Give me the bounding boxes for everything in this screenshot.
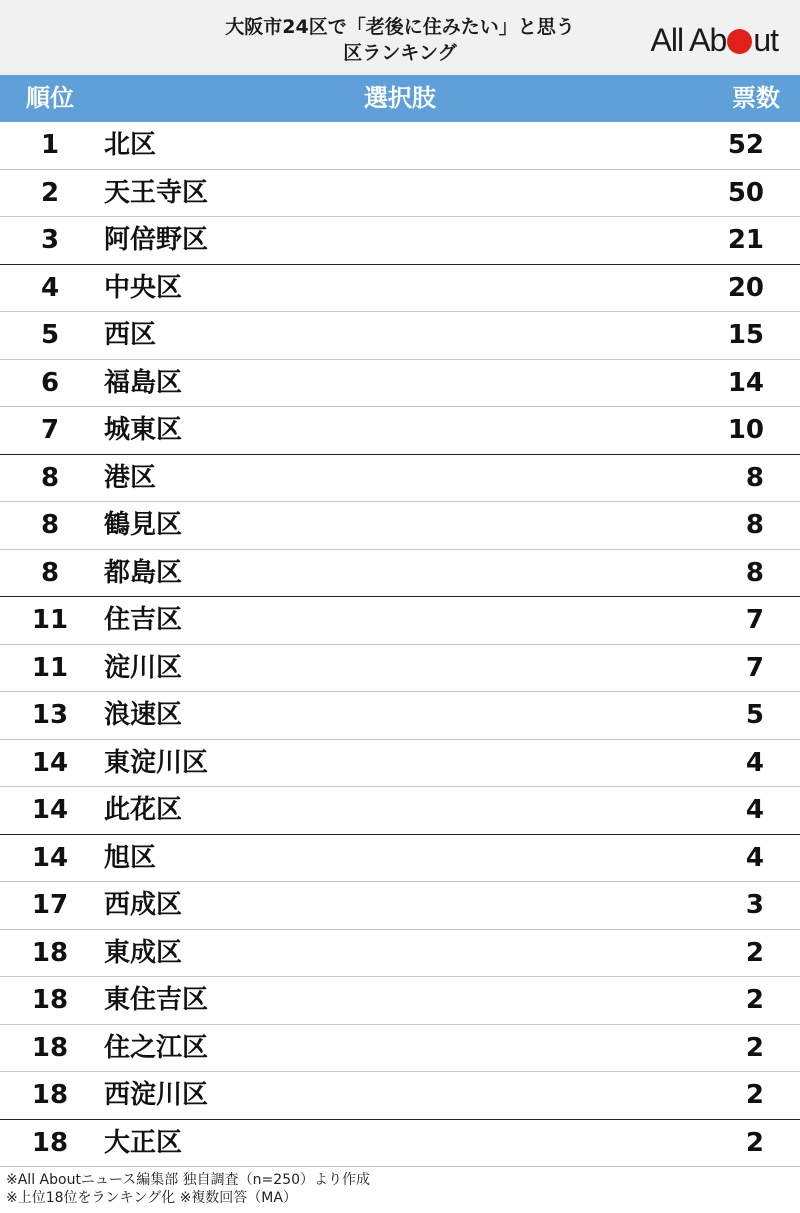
rank-cell: 18 xyxy=(31,937,69,968)
logo-text-2: ut xyxy=(753,21,778,58)
table-row xyxy=(0,787,800,835)
table-row xyxy=(0,265,800,313)
votes-cell: 20 xyxy=(727,272,764,303)
votes-cell: 2 xyxy=(745,985,764,1015)
title-line-2: 区ランキング xyxy=(343,42,457,64)
rank-cell: 11 xyxy=(31,652,69,683)
table-row xyxy=(0,455,800,503)
table-row xyxy=(0,502,800,550)
name-cell: 西成区 xyxy=(104,890,183,920)
rank-cell: 1 xyxy=(40,130,60,160)
name-cell: 天王寺区 xyxy=(104,177,209,208)
votes-cell: 8 xyxy=(745,510,764,540)
table-row xyxy=(0,645,800,693)
rank-cell: 7 xyxy=(40,415,60,445)
votes-cell: 4 xyxy=(745,747,764,778)
name-cell: 鶴見区 xyxy=(104,510,183,540)
votes-cell: 8 xyxy=(745,462,764,493)
rank-cell: 13 xyxy=(31,700,69,730)
table-row xyxy=(0,977,800,1025)
footnote-line-1: ※All Aboutニュース編集部 独自調査（n=250）より作成 xyxy=(6,1172,371,1188)
name-cell: 東成区 xyxy=(104,937,183,968)
rank-cell: 18 xyxy=(31,1127,69,1158)
name-cell: 住之江区 xyxy=(104,1032,209,1063)
table-row xyxy=(0,692,800,740)
name-cell: 浪速区 xyxy=(104,700,183,730)
header-votes: 票数 xyxy=(732,84,780,112)
rank-cell: 11 xyxy=(31,605,69,635)
votes-cell: 7 xyxy=(745,652,764,683)
rank-cell: 18 xyxy=(31,985,69,1015)
header xyxy=(0,0,800,75)
table-row xyxy=(0,1072,800,1120)
rank-cell: 8 xyxy=(40,510,60,540)
footnote-line-2: ※上位18位をランキング化 ※複数回答（MA） xyxy=(6,1190,297,1206)
name-cell: 阿倍野区 xyxy=(104,225,209,255)
rank-cell: 8 xyxy=(40,557,60,588)
votes-cell: 50 xyxy=(727,177,764,208)
rank-cell: 6 xyxy=(40,367,60,398)
table-row xyxy=(0,1025,800,1073)
votes-cell: 3 xyxy=(745,890,764,920)
rank-cell: 14 xyxy=(31,795,69,825)
name-cell: 西区 xyxy=(104,320,157,350)
votes-cell: 21 xyxy=(727,225,764,255)
allabout-logo xyxy=(650,20,778,60)
name-cell: 城東区 xyxy=(104,415,183,445)
table-row xyxy=(0,835,800,883)
votes-cell: 52 xyxy=(727,130,764,160)
votes-cell: 8 xyxy=(745,557,764,588)
name-cell: 淀川区 xyxy=(104,652,183,683)
votes-cell: 2 xyxy=(745,1127,764,1158)
header-rank: 順位 xyxy=(26,84,74,112)
table-body xyxy=(0,122,800,1167)
name-cell: 西淀川区 xyxy=(104,1080,209,1110)
name-cell: 北区 xyxy=(104,130,157,160)
table-row xyxy=(0,930,800,978)
table-row xyxy=(0,597,800,645)
table-row xyxy=(0,407,800,455)
header-choice: 選択肢 xyxy=(364,84,436,112)
rank-cell: 3 xyxy=(40,225,60,255)
rank-cell: 8 xyxy=(40,462,60,493)
rank-cell: 4 xyxy=(40,272,60,303)
table-row xyxy=(0,360,800,408)
votes-cell: 14 xyxy=(727,367,764,398)
rank-cell: 17 xyxy=(31,890,69,920)
name-cell: 此花区 xyxy=(104,795,183,825)
name-cell: 中央区 xyxy=(104,272,183,303)
votes-cell: 4 xyxy=(745,795,764,825)
logo-dot-icon xyxy=(727,29,752,54)
rank-cell: 14 xyxy=(31,842,69,873)
table-row xyxy=(0,312,800,360)
votes-cell: 5 xyxy=(745,700,764,730)
name-cell: 東淀川区 xyxy=(104,747,209,778)
votes-cell: 15 xyxy=(727,320,764,350)
votes-cell: 2 xyxy=(745,1080,764,1110)
table-row xyxy=(0,217,800,265)
rank-cell: 18 xyxy=(31,1080,69,1110)
name-cell: 東住吉区 xyxy=(104,985,209,1015)
title-line-1: 大阪市24区で「老後に住みたい」と思う xyxy=(225,16,575,38)
rank-cell: 2 xyxy=(40,177,60,208)
name-cell: 住吉区 xyxy=(104,605,183,635)
table-row xyxy=(0,122,800,170)
name-cell: 福島区 xyxy=(104,367,183,398)
name-cell: 都島区 xyxy=(104,557,183,588)
rank-cell: 5 xyxy=(40,320,60,350)
name-cell: 大正区 xyxy=(104,1127,183,1158)
name-cell: 旭区 xyxy=(104,842,157,873)
rank-cell: 18 xyxy=(31,1032,69,1063)
rank-cell: 14 xyxy=(31,747,69,778)
table-row xyxy=(0,550,800,598)
table-row xyxy=(0,1120,800,1168)
votes-cell: 7 xyxy=(745,605,764,635)
footnote xyxy=(6,1171,370,1207)
table-row xyxy=(0,882,800,930)
table-row xyxy=(0,170,800,218)
votes-cell: 10 xyxy=(727,415,764,445)
logo-text-1: All Ab xyxy=(650,21,727,58)
name-cell: 港区 xyxy=(104,462,157,493)
votes-cell: 2 xyxy=(745,1032,764,1063)
table-header xyxy=(0,75,800,122)
table-row xyxy=(0,740,800,788)
votes-cell: 2 xyxy=(745,937,764,968)
votes-cell: 4 xyxy=(745,842,764,873)
